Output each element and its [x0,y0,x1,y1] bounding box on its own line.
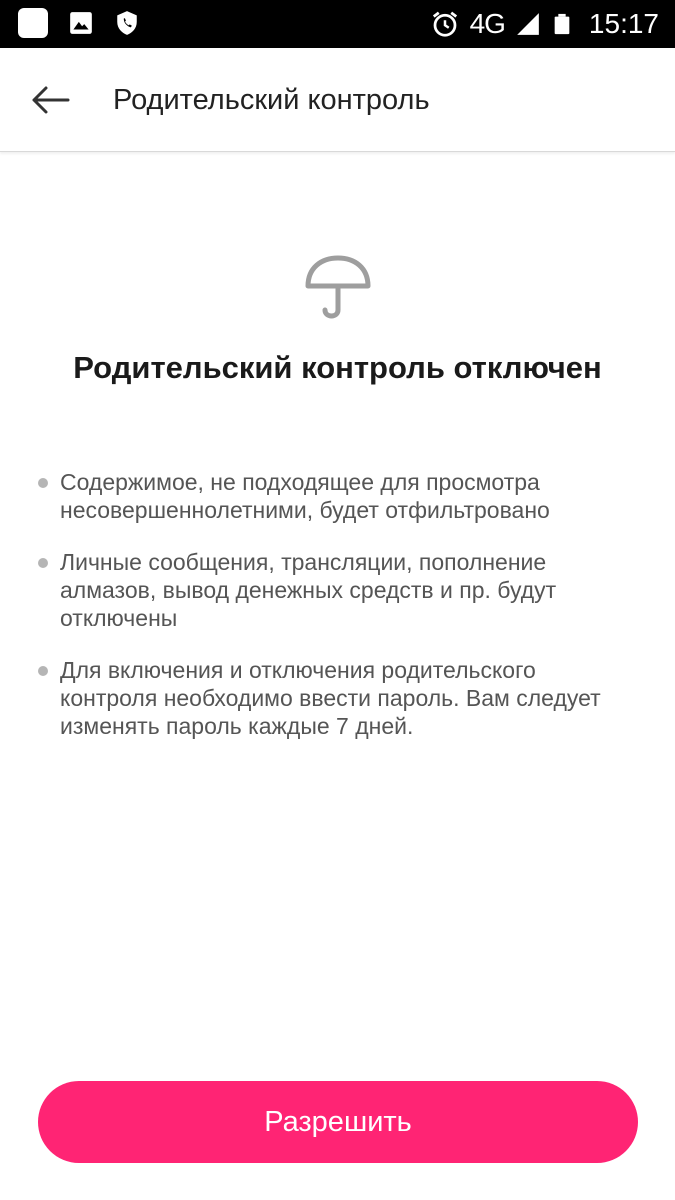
list-item [38,656,638,740]
bullet-dot-icon [38,558,48,568]
info-list [38,468,638,764]
battery-icon [551,9,573,39]
arrow-left-icon [30,85,70,115]
status-heading: Родительский контроль отключен [73,350,602,385]
app-square-icon [18,8,48,38]
list-item-text: Содержимое, не подходящее для просмотра несовершеннолетними, будет отфильтровано [60,469,550,523]
list-item-text: Для включения и отключения родительского контроля необходимо ввести пароль. Вам следует изменять пароль каждые 7 дней. [60,657,601,739]
signal-icon [515,11,541,37]
list-item-text: Личные сообщения, трансляции, пополнение алмазов, вывод денежных средств и пр. будут отключены [60,549,557,631]
app-bar [0,48,675,152]
status-bar-left [18,8,140,38]
clock: 15:17 [588,8,659,39]
list-item [38,468,638,524]
list-item [38,548,638,632]
network-type: 4G [469,8,505,39]
page-title: Родительский контроль [113,84,430,116]
status-bar-right [430,0,659,48]
allow-button[interactable]: Разрешить [38,1081,638,1163]
image-icon [68,10,94,36]
status-bar [0,0,675,48]
umbrella-icon [303,252,373,324]
alarm-icon [430,9,460,39]
shield-phone-icon [114,10,140,36]
back-button[interactable] [26,76,74,124]
bullet-dot-icon [38,666,48,676]
bullet-dot-icon [38,478,48,488]
